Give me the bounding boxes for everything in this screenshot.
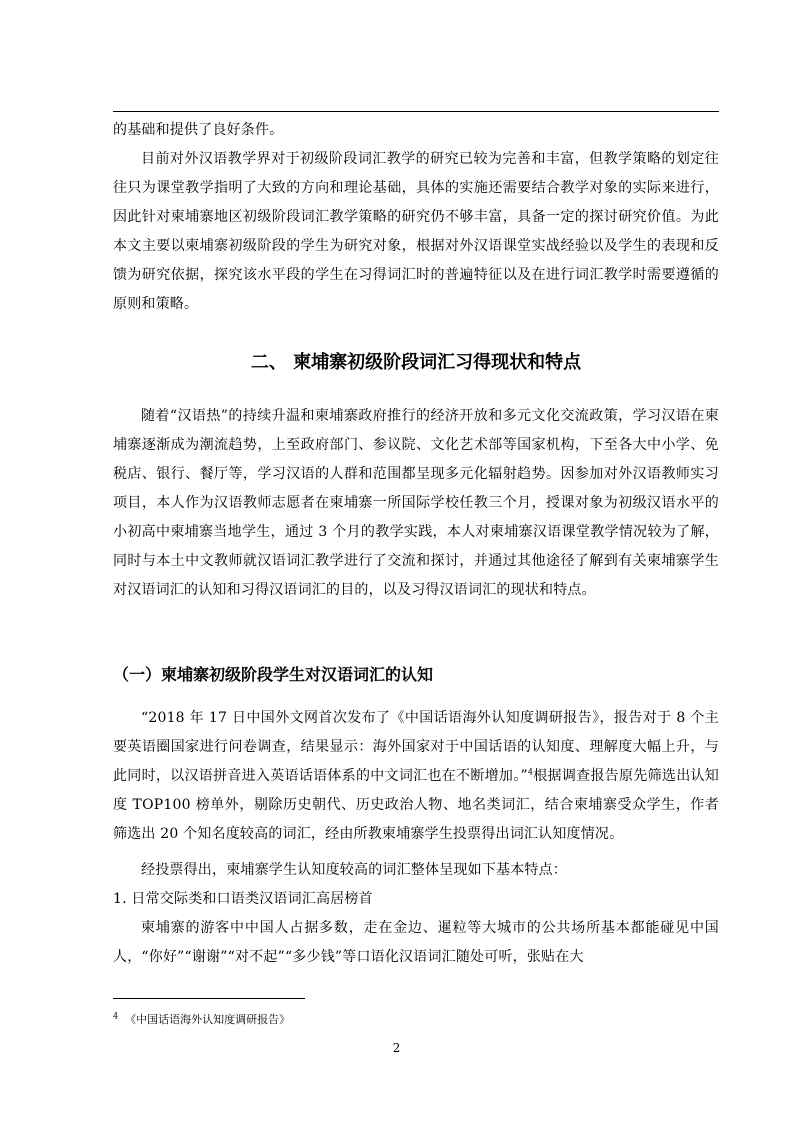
page-number-text: 2 <box>392 1041 401 1055</box>
subsection-paragraph-3 <box>113 914 719 972</box>
footnote-text: 《中国话语海外认知度调研报告》 <box>125 1013 291 1026</box>
subsection-paragraph-1 <box>113 704 719 849</box>
intro-paragraph-text: 目前对外汉语教学界对于初级阶段词汇教学的研究已较为完善和丰富，但教学策略的划定往往只为课堂教学指明了大致的方向和理论基础，具体的实施还需要结合教学对象的实际来进行，因此针对柬埔寨地区初级阶段词汇教学策略的研究仍不够丰富，具备一定的探讨研究价值。为此本文主要以柬埔寨初级阶段的学生为研究对象，根据对外汉语课堂实战经验以及学生的表现和反馈为研究依据，探究该水平段的学生在习得词汇时的普遍特征以及在进行词汇教学时需要遵循的原则和策略。 <box>113 151 719 312</box>
subsection-paragraph-2 <box>113 856 719 885</box>
intro-continuation-text: 的基础和提供了良好条件。 <box>113 122 284 138</box>
footnote-marker: 4 <box>113 1011 119 1021</box>
intro-paragraph <box>113 145 719 319</box>
section-paragraph-text: 随着“汉语热”的持续升温和柬埔寨政府推行的经济开放和多元文化交流政策，学习汉语在柬埔寨逐渐成为潮流趋势，上至政府部门、参议院、文化艺术部等国家机构，下至各大中小学、免税店、银行、餐厅等，学习汉语的人群和范围都呈现多元化辐射趋势。因参加对外汉语教师实习项目，本人作为汉语教师志愿者在柬埔寨一所国际学校任教三个月，授课对象为初级汉语水平的小初高中柬埔寨当地学生，通过 3 个月的教学实践，本人对柬埔寨汉语课堂教学情况较为了解，同时与本土中文教师就汉语词汇教学进行了交流和探讨，并通过其他途径了解到有关柬埔寨学生对汉语词汇的认知和习得汉语词汇的目的，以及习得汉语词汇的现状和特点。 <box>113 408 719 598</box>
footnote <box>113 1012 290 1028</box>
page-number <box>0 1040 793 1056</box>
section-paragraph <box>113 402 719 605</box>
list-item <box>113 885 719 914</box>
intro-continuation <box>113 116 719 145</box>
section-heading-text: 二、 柬埔寨初级阶段词汇习得现状和特点 <box>250 352 582 373</box>
list-item-text: 1. 日常交际类和口语类汉语词汇高居榜首 <box>113 891 373 907</box>
subsection-paragraph-3-text: 柬埔寨的游客中中国人占据多数，走在金边、暹粒等大城市的公共场所基本都能碰见中国人，“你好”“谢谢”“对不起”“多少钱”等口语化汉语词汇随处可听，张贴在大 <box>113 920 719 965</box>
subsection-heading <box>113 661 719 689</box>
footnote-separator <box>113 998 305 999</box>
footnote-reference[interactable]: 4 <box>527 767 534 777</box>
section-heading <box>113 349 719 377</box>
subsection-heading-text: （一）柬埔寨初级阶段学生对汉语词汇的认知 <box>113 665 434 684</box>
quote-continuation-text: 根据调查报告原先筛选出认知度 TOP100 榜单外，剔除历史朝代、历史政治人物、地名类词汇，结合柬埔寨受众学生，作者筛选出 20 个知名度较高的词汇，经由所教柬埔寨学生投票得出词汇认知度情况。 <box>113 768 719 842</box>
quote-text: “2018 年 17 日中国外文网首次发布了《中国话语海外认知度调研报告》，报告对于 8 个主要英语圈国家进行问卷调查，结果显示：海外国家对于中国话语的认知度、理解度大幅上升，与此同时，以汉语拼音进入英语话语体系的中文词汇也在不断增加。” <box>113 710 719 784</box>
subsection-paragraph-2-text: 经投票得出，柬埔寨学生认知度较高的词汇整体呈现如下基本特点： <box>141 862 567 878</box>
header-rule <box>113 111 719 112</box>
